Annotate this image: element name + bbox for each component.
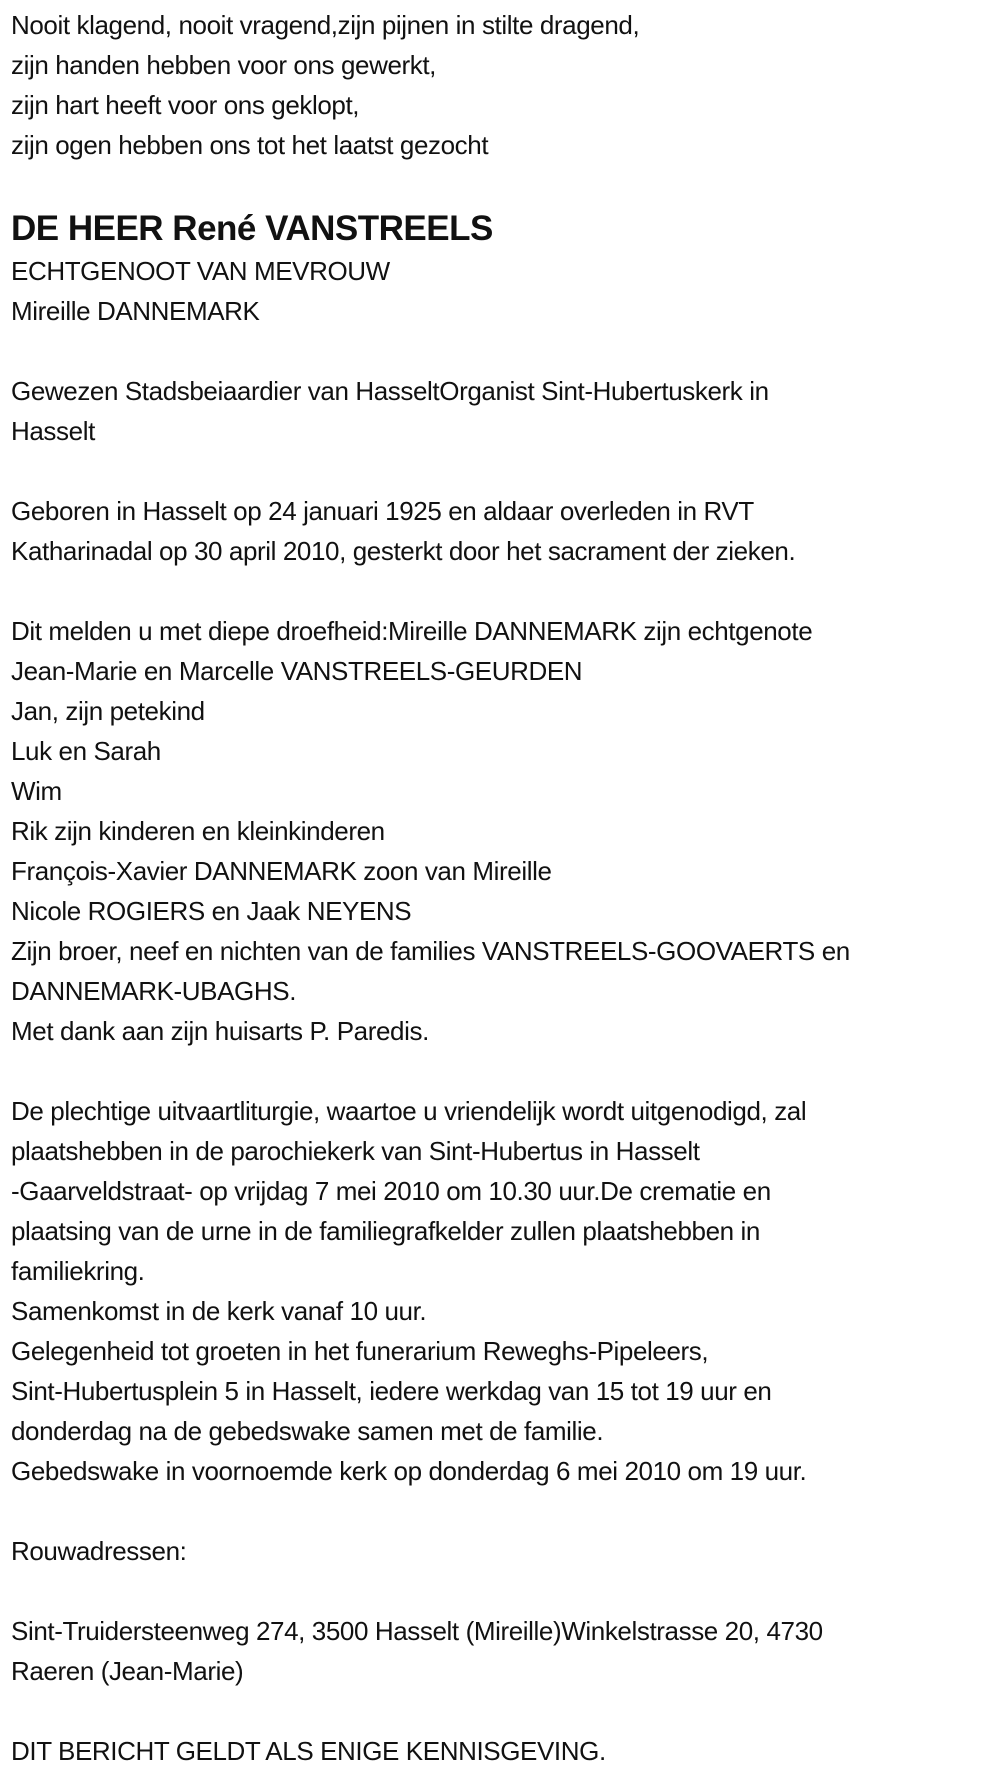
deceased-name-heading: DE HEER René VANSTREELS [11,209,493,248]
funeral-details [11,1091,1000,1491]
birth-death-line: Geboren in Hasselt op 24 januari 1925 en aldaar overleden in RVT [11,496,754,526]
family-line: Jan, zijn petekind [11,696,205,726]
birth-death-line: Katharinadal op 30 april 2010, gesterkt door het sacrament der zieken. [11,536,796,566]
funeral-line: familiekring. [11,1256,145,1286]
spouse-name: Mireille DANNEMARK [11,296,260,326]
funeral-line: Gebedswake in voornoemde kerk op donderdag 6 mei 2010 om 19 uur. [11,1456,807,1486]
funeral-line: -Gaarveldstraat- op vrijdag 7 mei 2010 om 10.30 uur.De crematie en [11,1176,771,1206]
funeral-line: donderdag na de gebedswake samen met de familie. [11,1416,604,1446]
family-line: Rik zijn kinderen en kleinkinderen [11,816,385,846]
address-line: Raeren (Jean-Marie) [11,1656,244,1686]
family-line: Dit melden u met diepe droefheid:Mireille DANNEMARK zijn echtgenote [11,616,813,646]
family-line: DANNEMARK-UBAGHS. [11,976,297,1006]
funeral-line: Samenkomst in de kerk vanaf 10 uur. [11,1296,427,1326]
family-line: Met dank aan zijn huisarts P. Paredis. [11,1016,429,1046]
poem-line: zijn hart heeft voor ons geklopt, [11,90,360,120]
family-line: François-Xavier DANNEMARK zoon van Mireille [11,856,552,886]
family-line: Zijn broer, neef en nichten van de families VANSTREELS-GOOVAERTS en [11,936,850,966]
family-line: Jean-Marie en Marcelle VANSTREELS-GEURDEN [11,656,583,686]
poem-line: zijn handen hebben voor ons gewerkt, [11,50,437,80]
addresses-label: Rouwadressen: [11,1536,187,1566]
poem-line: Nooit klagend, nooit vragend,zijn pijnen in stilte dragend, [11,10,640,40]
closing-notice: DIT BERICHT GELDT ALS ENIGE KENNISGEVING. [11,1736,606,1766]
family-line: Nicole ROGIERS en Jaak NEYENS [11,896,412,926]
occupation-line: Gewezen Stadsbeiaardier van HasseltOrganist Sint-Hubertuskerk in [11,376,769,406]
occupation-line: Hasselt [11,416,95,446]
poem-line: zijn ogen hebben ons tot het laatst gezocht [11,130,489,160]
address-line: Sint-Truidersteenweg 274, 3500 Hasselt (Mireille)Winkelstrasse 20, 4730 [11,1616,823,1646]
family-line: Luk en Sarah [11,736,161,766]
family-list [11,611,1000,1051]
funeral-line: Sint-Hubertusplein 5 in Hasselt, iedere werkdag van 15 tot 19 uur en [11,1376,772,1406]
funeral-line: De plechtige uitvaartliturgie, waartoe u vriendelijk wordt uitgenodigd, zal [11,1096,807,1126]
poem [11,5,1000,165]
funeral-line: plaatshebben in de parochiekerk van Sint-Hubertus in Hasselt [11,1136,700,1166]
family-line: Wim [11,776,62,806]
funeral-line: Gelegenheid tot groeten in het funerarium Reweghs-Pipeleers, [11,1336,709,1366]
spouse-label: ECHTGENOOT VAN MEVROUW [11,256,390,286]
funeral-line: plaatsing van de urne in de familiegrafkelder zullen plaatshebben in [11,1216,760,1246]
